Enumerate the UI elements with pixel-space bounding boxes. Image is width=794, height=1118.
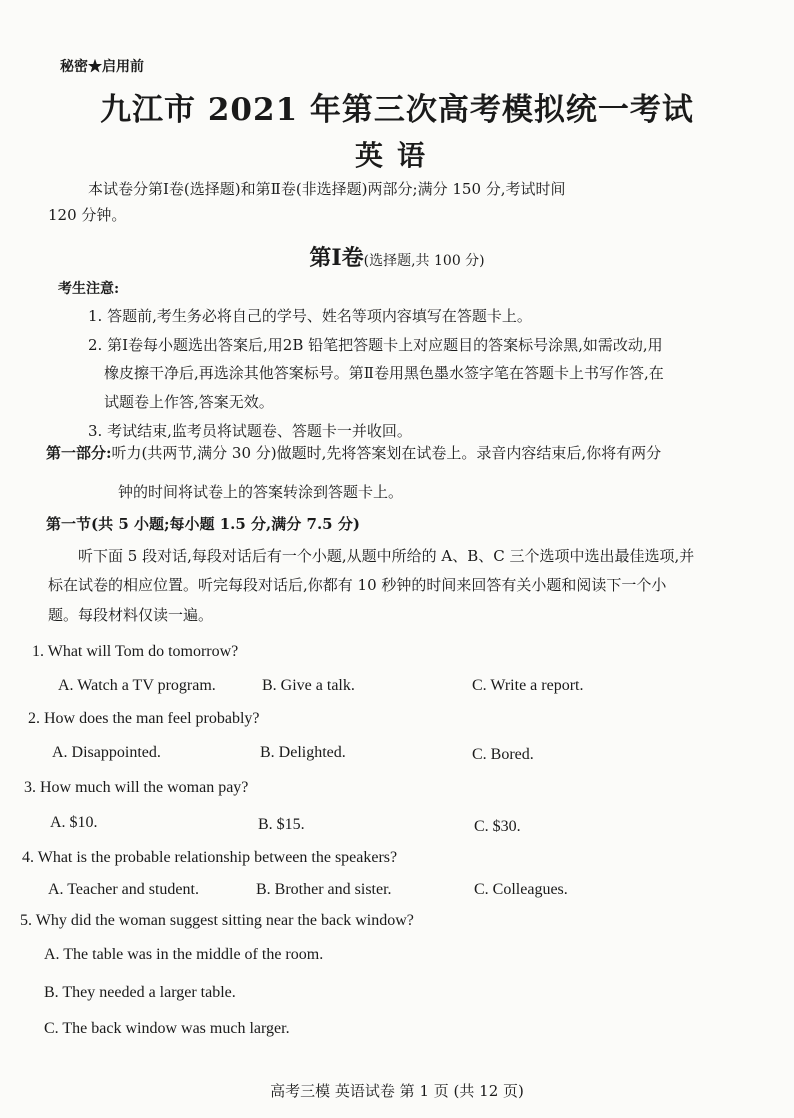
option-b: B. Brother and sister. — [256, 881, 392, 898]
page-footer: 高考三模 英语试卷 第 1 页 (共 12 页) — [270, 1082, 524, 1100]
question-text: 3. How much will the woman pay? — [24, 779, 249, 796]
option-a: A. $10. — [50, 814, 98, 831]
volume-title: 第Ⅰ卷 — [309, 245, 364, 271]
option-b: B. Give a talk. — [262, 677, 355, 694]
notice-item: 2. 第Ⅰ卷每小题选出答案后,用2B 铅笔把答题卡上对应题目的答案标号涂黑,如需改动,用 — [88, 336, 663, 354]
part1-label: 第一部分: — [46, 444, 112, 462]
option-b: B. They needed a larger table. — [44, 984, 236, 1001]
notice-item-cont: 试题卷上作答,答案无效。 — [104, 393, 274, 411]
subject-title: 英语 — [354, 139, 439, 172]
option-a: A. Watch a TV program. — [58, 677, 216, 694]
volume-subtitle: (选择题,共 100 分) — [363, 253, 485, 269]
question-text: 2. How does the man feel probably? — [28, 710, 260, 727]
option-a: A. The table was in the middle of the room. — [44, 946, 324, 963]
exam-title: 九江市 2021 年第三次高考模拟统一考试 — [100, 92, 694, 128]
option-b: B. $15. — [258, 816, 305, 833]
question-text: 5. Why did the woman suggest sitting near the back window? — [20, 912, 414, 929]
question-text: 1. What will Tom do tomorrow? — [32, 643, 239, 660]
option-a: A. Disappointed. — [52, 744, 161, 761]
option-c: C. Write a report. — [472, 677, 584, 694]
notice-item-cont: 橡皮擦干净后,再选涂其他答案标号。第Ⅱ卷用黑色墨水签字笔在答题卡上书写作答,在 — [104, 364, 664, 382]
part1-text: 听力(共两节,满分 30 分)做题时,先将答案划在试卷上。录音内容结束后,你将有两分 — [111, 444, 662, 462]
option-a: A. Teacher and student. — [48, 881, 199, 898]
option-c: C. $30. — [474, 818, 521, 835]
section1-instruction: 题。每段材料仅读一遍。 — [48, 606, 214, 624]
part1-heading — [46, 442, 661, 463]
section1-instruction: 标在试卷的相应位置。听完每段对话后,你都有 10 秒钟的时间来回答有关小题和阅读下一个小 — [48, 576, 667, 594]
confidential-label: 秘密★启用前 — [60, 59, 144, 75]
question-text: 4. What is the probable relationship between the speakers? — [22, 849, 398, 866]
option-c: C. Bored. — [472, 746, 534, 763]
option-c: C. The back window was much larger. — [44, 1020, 290, 1037]
intro-line-2: 120 分钟。 — [48, 206, 127, 224]
section1-instruction: 听下面 5 段对话,每段对话后有一个小题,从题中所给的 A、B、C 三个选项中选出最佳选项,并 — [78, 547, 695, 565]
part1-text-cont: 钟的时间将试卷上的答案转涂到答题卡上。 — [118, 483, 404, 501]
notice-item: 3. 考试结束,监考员将试题卷、答题卡一并收回。 — [88, 422, 412, 440]
option-c: C. Colleagues. — [474, 881, 568, 898]
intro-line-1: 本试卷分第Ⅰ卷(选择题)和第Ⅱ卷(非选择题)两部分;满分 150 分,考试时间 — [88, 180, 566, 198]
notice-title: 考生注意: — [58, 281, 120, 297]
notice-item: 1. 答题前,考生务必将自己的学号、姓名等项内容填写在答题卡上。 — [88, 307, 532, 325]
section1-title: 第一节(共 5 小题;每小题 1.5 分,满分 7.5 分) — [46, 515, 360, 533]
option-b: B. Delighted. — [260, 744, 346, 761]
volume-heading — [0, 241, 794, 272]
